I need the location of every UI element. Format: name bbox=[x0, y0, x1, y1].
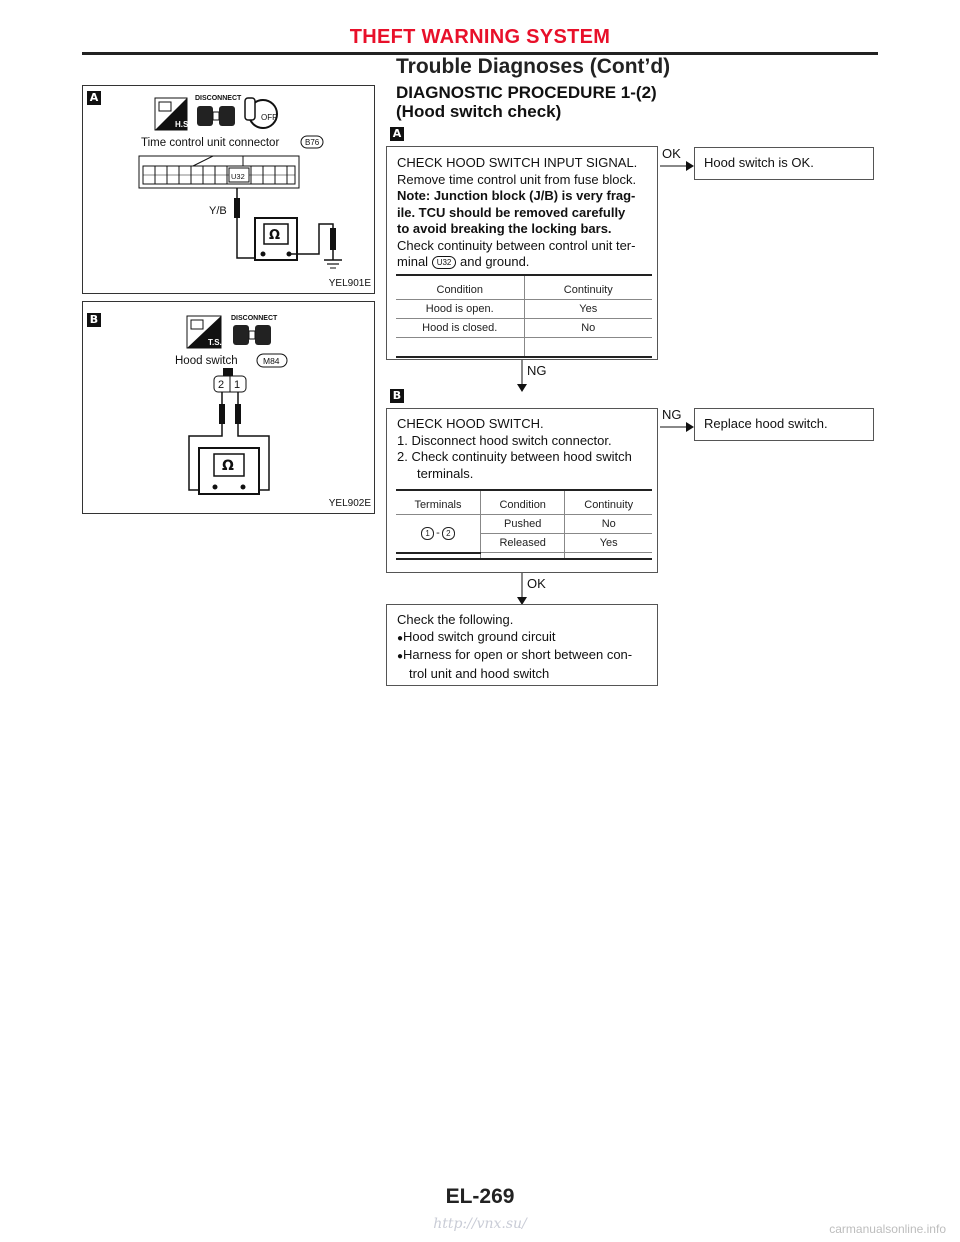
step-b-ng-result: Replace hood switch. bbox=[704, 416, 828, 431]
system-title: THEFT WARNING SYSTEM bbox=[349, 26, 611, 48]
step-a-check-1: Check continuity between control unit ter- bbox=[397, 237, 636, 253]
step-b-ok-label: OK bbox=[527, 576, 546, 591]
step-a-note-2: ile. TCU should be removed carefully bbox=[397, 204, 626, 220]
step-a-table bbox=[396, 274, 652, 358]
table-header: Terminals bbox=[396, 490, 480, 515]
step-a-heading: CHECK HOOD SWITCH INPUT SIGNAL. bbox=[397, 155, 638, 170]
figure-b-marker: B bbox=[87, 313, 101, 327]
step-c-bullet-1: ●Hood switch ground circuit bbox=[397, 628, 556, 644]
connector-code-badge bbox=[257, 354, 287, 367]
terminal-1-badge: 1 bbox=[421, 527, 434, 540]
disconnect-icon bbox=[195, 95, 242, 126]
procedure-title bbox=[396, 83, 657, 121]
figure-a-diagram bbox=[83, 86, 374, 293]
hs-icon bbox=[155, 98, 191, 130]
table-row: 1 - 2 Pushed No bbox=[396, 515, 652, 534]
step-a-note-1: Note: Junction block (J/B) is very frag- bbox=[397, 188, 636, 203]
terminals-cell bbox=[396, 515, 480, 553]
table-header: Condition bbox=[480, 490, 564, 515]
terminal-2-badge: 2 bbox=[442, 527, 455, 540]
terminal-code-badge: U32 bbox=[432, 256, 457, 269]
ts-icon bbox=[187, 316, 222, 348]
step-b-ng-result-box bbox=[694, 408, 874, 441]
table-header: Continuity bbox=[524, 275, 652, 300]
step-b-box bbox=[386, 408, 658, 573]
step-a-ok-label: OK bbox=[662, 146, 681, 161]
figure-b bbox=[82, 301, 375, 514]
step-a-box bbox=[386, 146, 658, 360]
watermark: carmanualsonline.info bbox=[829, 1222, 946, 1236]
table-header: Condition bbox=[396, 275, 524, 300]
bullet-icon: ● bbox=[397, 632, 404, 644]
table-row: Released Yes bbox=[396, 534, 652, 553]
step-a-instruction: Remove time control unit from fuse block. bbox=[397, 171, 637, 187]
svg-text:OFF: OFF bbox=[261, 113, 277, 122]
step-b-instruction-2-cont: terminals. bbox=[417, 465, 474, 481]
svg-text:Hood switch: Hood switch bbox=[175, 355, 238, 367]
step-a-check-2: minal U32 and ground. bbox=[397, 254, 530, 269]
svg-text:B76: B76 bbox=[305, 138, 320, 147]
step-a-ng-label: NG bbox=[527, 363, 547, 378]
procedure-title-line2: (Hood switch check) bbox=[396, 102, 562, 121]
step-a-text bbox=[397, 155, 655, 271]
terminal-separator: - bbox=[436, 526, 440, 539]
step-a-note-3: to avoid breaking the locking bars. bbox=[397, 221, 612, 236]
hood-switch-connector bbox=[214, 368, 246, 392]
ohmmeter-icon bbox=[199, 448, 259, 494]
figure-b-id: YEL902E bbox=[328, 498, 371, 509]
table-header: Continuity bbox=[565, 490, 652, 515]
step-c-text bbox=[397, 612, 655, 682]
tcu-connector-face bbox=[139, 156, 299, 188]
svg-text:Ω: Ω bbox=[269, 228, 281, 243]
connector-code-badge bbox=[301, 136, 323, 148]
step-c-heading: Check the following. bbox=[397, 612, 514, 627]
step-b-instruction-2: 2. Check continuity between hood switch bbox=[397, 449, 632, 464]
step-c-bullet-2-cont: trol unit and hood switch bbox=[409, 665, 550, 681]
table-row: Hood is closed. No bbox=[396, 319, 652, 338]
step-b-heading: CHECK HOOD SWITCH. bbox=[397, 416, 544, 431]
step-b-table bbox=[396, 489, 652, 560]
step-b-text bbox=[397, 416, 655, 482]
svg-text:M84: M84 bbox=[263, 356, 280, 366]
step-b-ng-label: NG bbox=[662, 407, 682, 422]
svg-text:2: 2 bbox=[218, 379, 225, 391]
step-b-instruction-1: 1. Disconnect hood switch connector. bbox=[397, 432, 612, 448]
step-a-marker: A bbox=[390, 127, 404, 141]
bullet-icon: ● bbox=[397, 651, 404, 662]
figure-b-diagram bbox=[83, 302, 374, 513]
svg-text:H.S.: H.S. bbox=[175, 120, 191, 129]
arrow-right-icon bbox=[658, 160, 694, 172]
figure-a-marker: A bbox=[87, 91, 101, 105]
step-a-ok-result: Hood switch is OK. bbox=[704, 155, 814, 170]
svg-text:Ω: Ω bbox=[222, 458, 234, 474]
disconnect-icon bbox=[231, 315, 278, 345]
section-title: Trouble Diagnoses (Cont’d) bbox=[396, 55, 671, 78]
svg-text:DISCONNECT: DISCONNECT bbox=[231, 315, 278, 322]
svg-text:T.S.: T.S. bbox=[208, 338, 222, 347]
ground-symbol bbox=[324, 250, 342, 268]
key-icon bbox=[245, 98, 277, 128]
arrow-right-icon bbox=[658, 421, 694, 433]
step-c-bullet-2: ●Harness for open or short between con- bbox=[397, 647, 633, 662]
svg-text:Time control unit connector: Time control unit connector bbox=[141, 137, 280, 149]
svg-text:Y/B: Y/B bbox=[209, 205, 227, 217]
step-a-ok-result-box bbox=[694, 147, 874, 180]
figure-a bbox=[82, 85, 375, 294]
svg-text:DISCONNECT: DISCONNECT bbox=[195, 95, 242, 102]
procedure-title-line1: DIAGNOSTIC PROCEDURE 1-(2) bbox=[396, 83, 657, 102]
step-c-box bbox=[386, 604, 658, 686]
footer-url[interactable]: http://vnx.su/ bbox=[433, 1216, 527, 1232]
table-row: Hood is open. Yes bbox=[396, 300, 652, 319]
figure-a-id: YEL901E bbox=[328, 278, 371, 289]
page-number: EL-269 bbox=[445, 1185, 515, 1208]
svg-text:1: 1 bbox=[234, 379, 241, 391]
svg-text:U32: U32 bbox=[231, 172, 245, 181]
step-b-marker: B bbox=[390, 389, 404, 403]
